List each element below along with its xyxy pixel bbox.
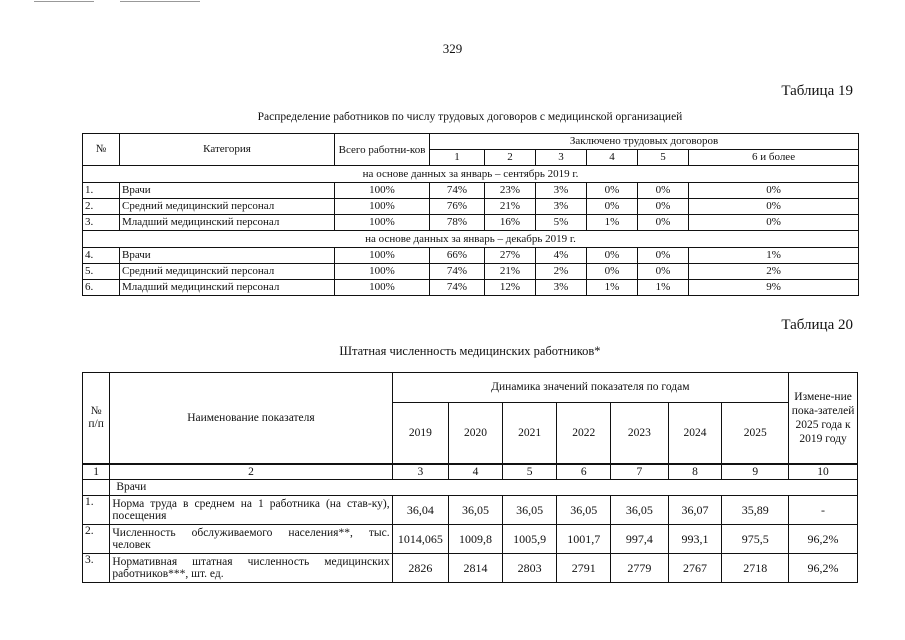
row-value: 0% <box>638 199 689 215</box>
row-num: 1. <box>83 496 110 525</box>
row-value: 2826 <box>392 554 449 583</box>
row-value: 66% <box>430 248 485 264</box>
header-year: 2024 <box>668 403 722 465</box>
column-number: 8 <box>668 464 722 480</box>
row-value: 1005,9 <box>502 525 557 554</box>
header-contract-count: 5 <box>638 150 689 166</box>
row-value: 36,05 <box>449 496 503 525</box>
row-value: 2% <box>536 264 587 280</box>
row-value: 36,05 <box>557 496 611 525</box>
row-value: 1% <box>587 215 638 231</box>
row-value: 12% <box>485 280 536 296</box>
header-year: 2021 <box>502 403 557 465</box>
group-label: Врачи <box>110 480 858 496</box>
table-row <box>83 199 859 215</box>
row-value: 975,5 <box>722 525 789 554</box>
header-contract-count: 1 <box>430 150 485 166</box>
row-value: 36,05 <box>502 496 557 525</box>
header-contract-count: 4 <box>587 150 638 166</box>
table-row <box>83 525 858 554</box>
row-value: 0% <box>638 248 689 264</box>
group-row <box>83 480 858 496</box>
header-contract-count: 6 и более <box>689 150 859 166</box>
section-row <box>83 231 859 248</box>
header-year: 2020 <box>449 403 503 465</box>
table-row <box>83 183 859 199</box>
row-value: 21% <box>485 264 536 280</box>
row-value: 997,4 <box>611 525 669 554</box>
column-number: 10 <box>789 464 858 480</box>
row-value: 3% <box>536 199 587 215</box>
row-value: 0% <box>638 264 689 280</box>
row-value: 0% <box>587 199 638 215</box>
row-category: Средний медицинский персонал <box>120 199 335 215</box>
row-value: 2779 <box>611 554 669 583</box>
row-value: 21% <box>485 199 536 215</box>
table-row <box>83 264 859 280</box>
row-num: 1. <box>83 183 120 199</box>
row-category: Врачи <box>120 248 335 264</box>
header-year: 2022 <box>557 403 611 465</box>
row-value: 36,05 <box>611 496 669 525</box>
header-contract-count: 2 <box>485 150 536 166</box>
table19-header-row <box>83 134 859 150</box>
header-year: 2023 <box>611 403 669 465</box>
table19-caption: Таблица 19 <box>781 83 853 99</box>
column-number: 9 <box>722 464 789 480</box>
row-value: 23% <box>485 183 536 199</box>
row-value: 0% <box>689 215 859 231</box>
row-num: 2. <box>83 525 110 554</box>
header-num: № <box>83 134 120 166</box>
row-value: 2791 <box>557 554 611 583</box>
row-value: 0% <box>689 183 859 199</box>
header-year: 2019 <box>392 403 449 465</box>
row-total: 100% <box>335 183 430 199</box>
row-value: 3% <box>536 183 587 199</box>
row-value: 36,07 <box>668 496 722 525</box>
row-num: 4. <box>83 248 120 264</box>
row-num: 3. <box>83 554 110 583</box>
row-total: 100% <box>335 280 430 296</box>
row-value: 0% <box>638 215 689 231</box>
column-number: 3 <box>392 464 449 480</box>
page-number: 329 <box>442 41 463 56</box>
row-num: 5. <box>83 264 120 280</box>
row-value: 35,89 <box>722 496 789 525</box>
row-name: Численность обслуживаемого населения**, тыс. человек <box>110 525 392 554</box>
row-change: - <box>789 496 858 525</box>
row-total: 100% <box>335 264 430 280</box>
row-value: 2718 <box>722 554 789 583</box>
row-name: Норма труда в среднем на 1 работника (на став-ку), посещения <box>110 496 392 525</box>
row-num: 3. <box>83 215 120 231</box>
header-total: Всего работни-ков <box>335 134 430 166</box>
row-value: 27% <box>485 248 536 264</box>
row-value: 2803 <box>502 554 557 583</box>
row-value: 993,1 <box>668 525 722 554</box>
row-value: 2814 <box>449 554 503 583</box>
table19-title: Распределение работников по числу трудовых договоров с медицинской организацией <box>257 111 683 123</box>
row-value: 78% <box>430 215 485 231</box>
column-number: 7 <box>611 464 669 480</box>
row-value: 0% <box>587 248 638 264</box>
row-category: Младший медицинский персонал <box>120 215 335 231</box>
row-value: 0% <box>587 264 638 280</box>
scan-edge-line <box>120 1 200 2</box>
row-category: Младший медицинский персонал <box>120 280 335 296</box>
table20-caption: Таблица 20 <box>781 317 853 333</box>
row-value: 5% <box>536 215 587 231</box>
row-value: 16% <box>485 215 536 231</box>
table-row <box>83 554 858 583</box>
column-number: 5 <box>502 464 557 480</box>
header-num: № п/п <box>83 373 110 465</box>
row-total: 100% <box>335 248 430 264</box>
row-value: 36,04 <box>392 496 449 525</box>
header-year: 2025 <box>722 403 789 465</box>
row-value: 1009,8 <box>449 525 503 554</box>
row-value: 4% <box>536 248 587 264</box>
row-value: 0% <box>689 199 859 215</box>
section-label: на основе данных за январь – сентябрь 2019 г. <box>83 166 859 183</box>
row-value: 0% <box>638 183 689 199</box>
row-total: 100% <box>335 215 430 231</box>
row-category: Врачи <box>120 183 335 199</box>
row-value: 0% <box>587 183 638 199</box>
row-value: 1001,7 <box>557 525 611 554</box>
row-category: Средний медицинский персонал <box>120 264 335 280</box>
column-number: 4 <box>449 464 503 480</box>
row-total: 100% <box>335 199 430 215</box>
header-dynamics: Динамика значений показателя по годам <box>392 373 789 403</box>
row-value: 9% <box>689 280 859 296</box>
table20-title: Штатная численность медицинских работников* <box>339 344 601 358</box>
row-value: 1% <box>587 280 638 296</box>
table-row <box>83 248 859 264</box>
table-row <box>83 215 859 231</box>
section-row <box>83 166 859 183</box>
row-value: 74% <box>430 183 485 199</box>
row-value: 2% <box>689 264 859 280</box>
row-change: 96,2% <box>789 554 858 583</box>
column-number: 2 <box>110 464 392 480</box>
column-number-row <box>83 464 858 480</box>
row-value: 74% <box>430 264 485 280</box>
row-change: 96,2% <box>789 525 858 554</box>
row-value: 1014,065 <box>392 525 449 554</box>
header-contract-count: 3 <box>536 150 587 166</box>
header-change: Измене-ние пока-зателей 2025 года к 2019 году <box>789 373 858 465</box>
row-value: 1% <box>638 280 689 296</box>
table-row <box>83 496 858 525</box>
section-label: на основе данных за январь – декабрь 2019 г. <box>83 231 859 248</box>
column-number: 1 <box>83 464 110 480</box>
row-value: 2767 <box>668 554 722 583</box>
header-category: Категория <box>120 134 335 166</box>
scan-edge-line <box>34 1 94 2</box>
table19 <box>82 133 859 296</box>
row-num: 6. <box>83 280 120 296</box>
table20-header-row <box>83 373 858 403</box>
column-number: 6 <box>557 464 611 480</box>
row-value: 1% <box>689 248 859 264</box>
row-value: 74% <box>430 280 485 296</box>
row-value: 76% <box>430 199 485 215</box>
header-contracts: Заключено трудовых договоров <box>430 134 859 150</box>
table20 <box>82 372 858 583</box>
table-row <box>83 280 859 296</box>
row-value: 3% <box>536 280 587 296</box>
header-name: Наименование показателя <box>110 373 392 465</box>
row-num: 2. <box>83 199 120 215</box>
row-name: Нормативная штатная численность медицинских работников***, шт. ед. <box>110 554 392 583</box>
